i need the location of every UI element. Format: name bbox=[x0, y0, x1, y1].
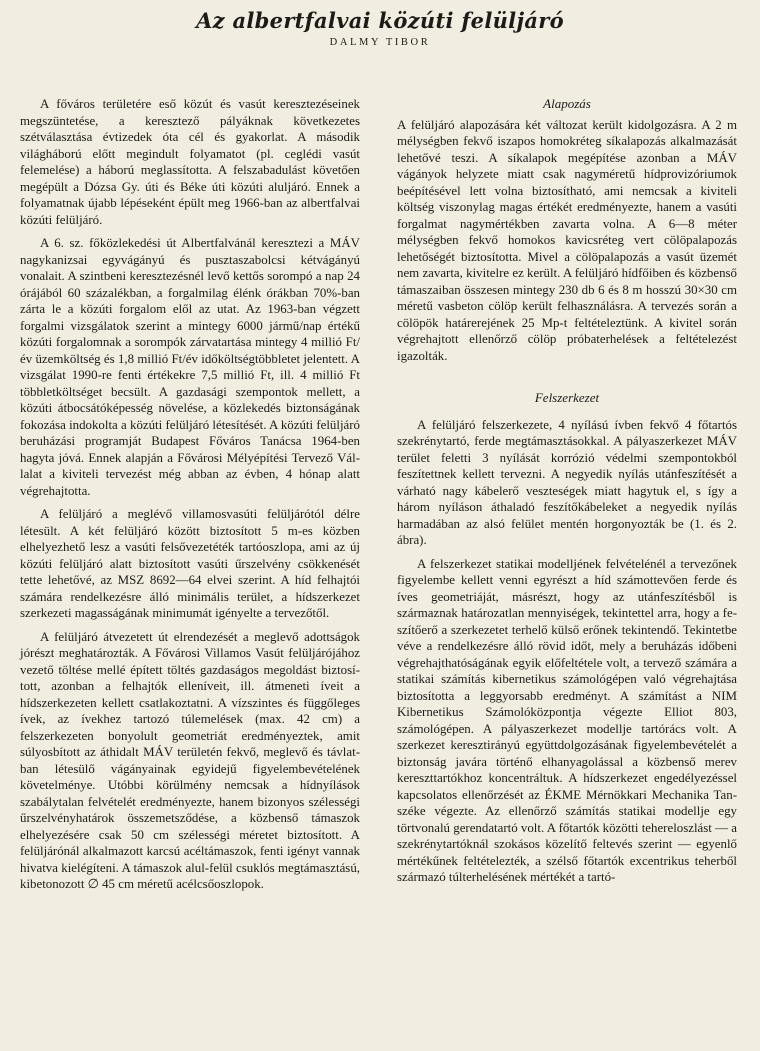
paragraph: A felüljáró átvezetett út elrendezését a meglevő adottságok jórészt meghatározták. A Fővárosi Villamos Vasút felüljárójához vezető töltése mellé épített töltés gazdaságos megoldást biztosított, azonban a felhajtók elleníveit, ill. átmeneti íveit a hídszerkezeten kellett csatlakoztatni. A vízszintes és függőleges ívek, az ívekhez tartozó túlemelések (max. 42 cm) a felszerkezeten bonyolult geometriát eredményeztek, amit súlyosbított az áthidalt MÁV területén fekvő, meglevő és távlatban létesülő vágányainak egyidejű figyelembevételének követelménye. Utóbbi körülmény nemcsak a hídnyílások szabálytalan felvételét eredményezte, hanem bizonyos szélességi űrszelvényhatárok összemetsződése, a közbenső támaszok elhelyezésére csak 50 cm szélességi méretet biztosított. A felüljárónál alkalmazott karcsú acéltámaszok, fenti igényt vannak hivatva kielégíteni. A támaszok alul-felül csuklós megtámasztású, kibetonozott ∅ 45 cm méretű acélcsőoszlopok. bbox=[20, 629, 360, 891]
section-heading-alapozas: Alapozás bbox=[543, 96, 591, 111]
section-heading-felszerkezet: Felszerkezet bbox=[534, 390, 600, 405]
left-column bbox=[20, 96, 360, 900]
paragraph: A felüljáró a meglévő villamosvasúti felüljárótól délre létesült. A két felüljáró között biztosított 5 m-es közben elhelyezhető lesz a vasúti felsővezetéték tartóoszlopa, ami az új közúti felüljáró alatt biztosított vasúti űrszelvény csökkenését tette lehetővé, az MSZ 8692—64 elvei szerint. A híd felhajtói számára rendelkezésre álló minimális terület, a hídszerkezet szerkezeti magasságának minimumát igényelte a tervezőtől. bbox=[20, 507, 360, 620]
article-author: DALMY TIBOR bbox=[329, 37, 431, 48]
paragraph: A főváros területére eső közút és vasút keresztezéseinek megszüntetése, a keresztező pályáknak következetes szétválasztása évtizedek óta cél és gyakorlat. A második világháború előtt megindult folyamatot (pl. ceglédi vasút felemelése) a háború meglassította. A felszabadulást követően megépült a Dózsa Gy. úti és Béke úti közúti aluljáró. Ennek a folyamatnak újabb lépéseként épült meg 1966-ban az albertfalvai közúti felüljáró. bbox=[20, 97, 360, 227]
paragraph: A felüljáró felszerkezete, 4 nyílású ívben fekvő 4 főtartós szekrénytartó, ferde megtámasztásokkal. A pályaszerkezet MÁV terület feletti 3 nyílását korrózió védelmi szempontokból feszítettnek kellett tervezni. A negyedik nyílás utánfeszítését a várható nagy kábelerő veszteségek miatt hagytuk el, s így a három nyíláson áthaladó feszítőkábeleket a negyedik nyílás harmadában az alsó felület mentén horgonyozták be (1. és 2. ábra). bbox=[397, 417, 737, 547]
article-title: Az albertfalvai közúti felüljáró bbox=[196, 8, 564, 33]
right-column bbox=[397, 96, 737, 893]
paragraph: A 6. sz. főközlekedési út Albertfalvánál keresztezi a MÁV nagykanizsai egyvágányú és pusztaszabolcsi kétvágányú vonalait. A szintbeni keresztezésnél levő kettős sorompó a nap 24 órájából 60 százalékban, a forgalmilag élénk órákban 70%-ban zárta le a közúti forgalom elől az utat. Az 1963-ban végzett forgalmi vizsgálatok szerint a mintegy 6000 jármű/nap értékű közúti forgalomnak a sorompók zárvatartása mintegy 4 millió Ft/év üzemköltség és 1,8 millió Ft/év időköltségtöbbletet jelentett. A vizsgálat 1990-re fenti értékekre 7,5 millió Ft, ill. 4 millió Ft többletköltséget becsült. A gazdasági szempontok mellett, a közúti átbocsátóképesség növelése, a közlekedés biztonságának fokozása indokolta a közúti felüljáró létesítését. A közúti felüljáró beruházási programját Budapest Főváros Tanácsa 1964-ben hagyta jóvá. Ennek alapján a Fővárosi Mélyépítési Tervező Vállalat a kiviteli tervezést még abban az évben, 4 hónap alatt végrehajtotta. bbox=[20, 236, 360, 498]
paragraph: A felüljáró alapozására két változat került kidolgozásra. A 2 m mélységben fekvő iszapos homokréteg síkalapozás alkalmazását lehetővé teszi. A síkalapok megépítése azonban a MÁV vágányok helyzete miatt csak nagyméretű hídprovizóriumok beépítésével lett volna biztosítható, ami nemcsak a kiviteli költség viszonylag magas értékét eredményezte, hanem a vasúti forgalmat nagymértékben zavarta volna. A 6—8 méter mélységben fekvő homokos kavicsréteg vert cölöpalapozás lehetőségét biztosította. Mivel a cölöpalapozás a vasút üzemét nem zavarta, kivitelre ez került. A felüljáró hídfőiben és közbenső támaszaiban összesen mintegy 230 db 6 és 8 m hosszú 30×30 cm méretű vasbeton cölöp került felhasználásra. A tervezés során a cölöpök határerejének 25 Mp-t feltételeztünk. A kivitel során végrehajtott ellenőrző cölöp próbaterhelések a feltételezést igazolták. bbox=[397, 117, 737, 363]
paragraph: A felszerkezet statikai modelljének felvételénél a tervezőnek figyelembe kellett venni egyrészt a híd számottevően ferde és íves geometriáját, másrészt, hogy az utánfeszítésből is származnak határozatlan mennyiségek, tekintettel arra, hogy a feszítőerő a szerkezetet terhelő külső erőnek tekintendő. Tekintetbe véve a rendelkezésre álló rövid időt, mely a beruházás időbeni végrehajthatóságának egyik előfeltétele volt, a tervező számára a statikai számítás kibernetikus számológépen való végrehajtása biztosította a leggyorsabb eredményt. A számítást a NIM Kibernetikus Számolóközpontja végezte Elliot 803, számológépen. A pályaszerkezet modellje tartórács volt. A szerkezet keresztirányú együttdolgozásának figyelembevételét a biztonság javára történő elhanyagolással a közbenső merev kereszttartókhoz koncentráltuk. A hídszerkezet engedélyezéssel kapcsolatos ellenőrzését az ÉKME Mérnökkari Mechanika Tanszéke végezte. Az ellenőrző számítás statikai modellje egy törtvonalú gerendatartó volt. A főtartók közötti tehereloszlást — a szekrénytartóknál szokásos közelítő feltevés szerint — egyenlő mértékűnek feltételezték, a szélső főtartók excentrikus teherből származó túlterhelésének mértékét a tartó- bbox=[397, 556, 737, 884]
